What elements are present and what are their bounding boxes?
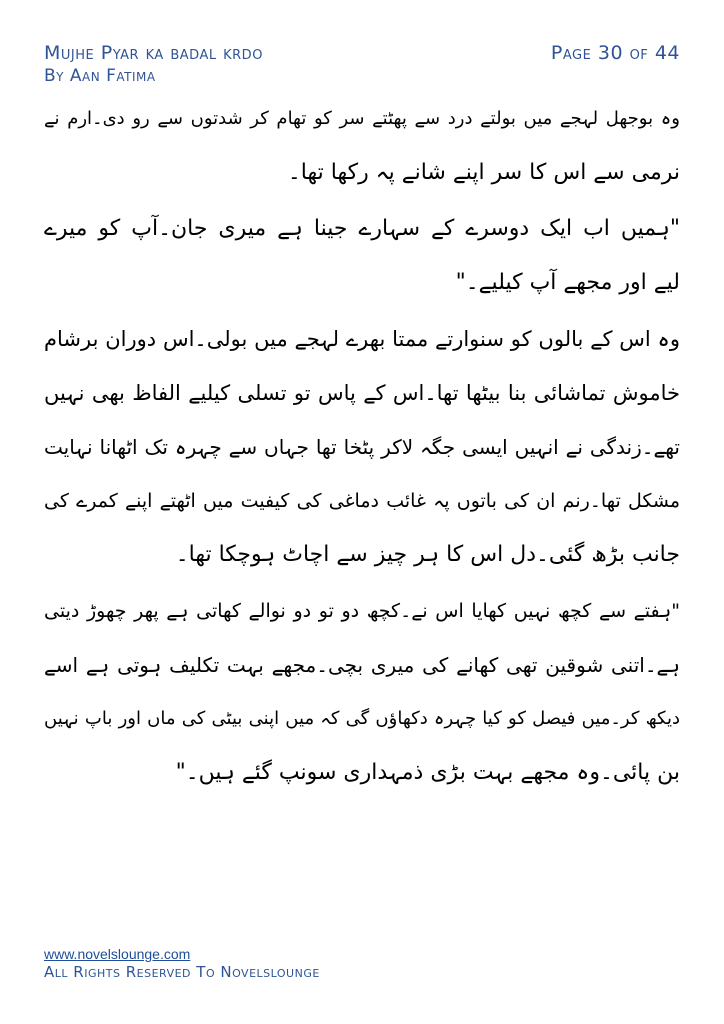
paragraph [44, 202, 680, 310]
text-line: ہے۔اتنی شوقین تھی کھانے کی میری بچی۔مجھے بہت تکلیف ہوتی ہے اسے [44, 653, 680, 677]
paragraph [44, 312, 680, 582]
text-line: جانب بڑھ گئی۔دل اس کا ہر چیز سے اچاٹ ہوچکا تھا۔ [175, 542, 680, 567]
text-line: دیکھ کر۔میں فیصل کو کیا چہرہ دکھاؤں گی کہ میں اپنی بیٹی کی ماں اور باپ نہیں [44, 708, 680, 729]
text-line: لیے اور مجھے آپ کیلیے۔" [455, 270, 680, 295]
story-text [44, 92, 680, 802]
paragraph [44, 584, 680, 800]
text-line: "ہفتے سے کچھ نہیں کھایا اس نے۔کچھ دو تو دو نوالے کھاتی ہے پھر چھوڑ دیتی [44, 600, 680, 622]
text-line: خاموش تماشائی بنا بیٹھا تھا۔اس کے پاس تو تسلی کیلیے الفاظ بھی نہیں [44, 381, 680, 405]
text-line: وہ اس کے بالوں کو سنوارتے ممتا بھرے لہجے میں بولی۔اس دوران برشام [44, 327, 680, 351]
text-line: مشکل تھا۔رنم ان کی باتوں پہ غائب دماغی کی کیفیت میں اٹھتے اپنے کمرے کی [44, 490, 680, 512]
text-line: وہ بوجھل لہجے میں بولتے درد سے پھٹتے سر کو تھام کر شدتوں سے رو دی۔ارم نے [44, 108, 680, 129]
novel-title: Mujhe Pyar ka badal krdo [44, 42, 263, 64]
text-line: "ہمیں اب ایک دوسرے کے سہارے جینا ہے میری جان۔آپ کو میرے [44, 216, 680, 241]
page-number: Page 30 of 44 [550, 42, 680, 64]
website-link[interactable]: www.novelslounge.com [44, 946, 191, 962]
text-line: تھے۔زندگی نے انہیں ایسی جگہ لاکر پٹخا تھا جہاں سے چہرہ تک اٹھانا نہایت [44, 435, 680, 459]
copyright-notice: All Rights Reserved To Novelslounge [44, 963, 320, 981]
author-name: By Aan Fatima [44, 66, 156, 86]
paragraph [44, 92, 680, 200]
text-line: بن پائی۔وہ مجھے بہت بڑی ذمہداری سونپ گئے ہیں۔" [175, 760, 680, 785]
text-line: نرمی سے اس کا سر اپنے شانے پہ رکھا تھا۔ [287, 160, 680, 185]
